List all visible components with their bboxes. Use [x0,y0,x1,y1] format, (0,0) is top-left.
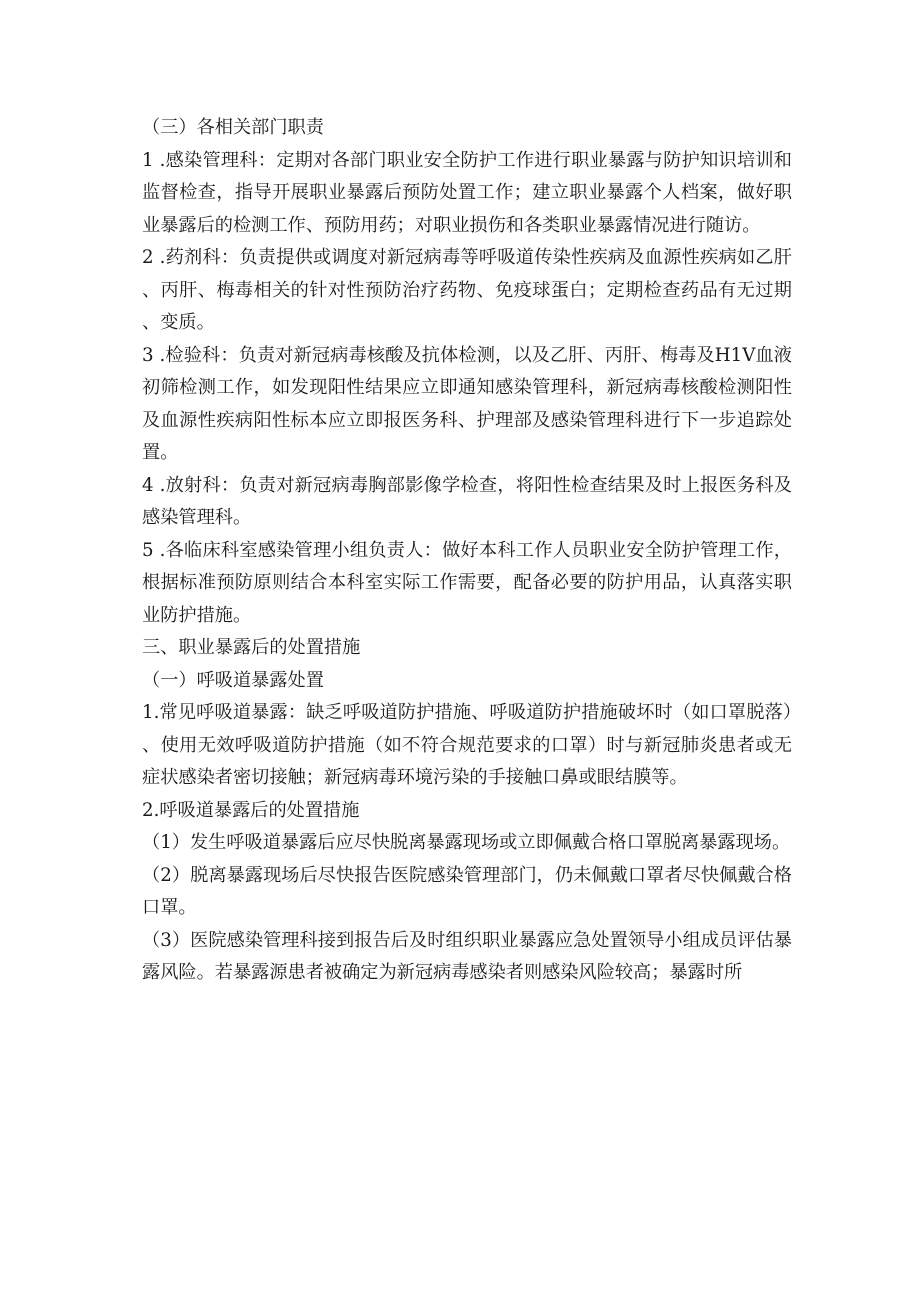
document-body [142,112,792,990]
paragraph-infection-management: 1 .感染管理科：定期对各部门职业安全防护工作进行职业暴露与防护知识培训和监督检查，指导开展职业暴露后预防处置工作；建立职业暴露个人档案，做好职业暴露后的检测工作、预防用药；对职业损伤和各类职业暴露情况进行随访。 [142,149,792,236]
paragraph-laboratory: 3 .检验科：负责对新冠病毒核酸及抗体检测，以及乙肝、丙肝、梅毒及H1V血液初筛检测工作，如发现阳性结果应立即通知感染管理科，新冠病毒核酸检测阳性及血源性疾病阳性标本应立即报医务科、护理部及感染管理科进行下一步追踪处置。 [142,344,792,463]
subsection-heading-respiratory-exposure: （一）呼吸道暴露处置 [142,669,324,691]
section-heading-department-duties: （三）各相关部门职责 [142,117,324,138]
paragraph-pharmacy: 2 .药剂科：负责提供或调度对新冠病毒等呼吸道传染性疾病及血源性疾病如乙肝、丙肝、梅毒相关的针对性预防治疗药物、免疫球蛋白；定期检查药品有无过期、变质。 [142,247,792,333]
paragraph-measure-2: （2）脱离暴露现场后尽快报告医院感染管理部门，仍未佩戴口罩者尽快佩戴合格口罩。 [142,864,792,918]
paragraph-respiratory-measures-heading: 2.呼吸道暴露后的处置措施 [142,799,360,821]
paragraph-clinical-departments: 5 .各临床科室感染管理小组负责人：做好本科工作人员职业安全防护管理工作，根据标准预防原则结合本科室实际工作需要，配备必要的防护用品，认真落实职业防护措施。 [142,539,792,626]
paragraph-measure-1: （1）发生呼吸道暴露后应尽快脱离暴露现场或立即佩戴合格口罩脱离暴露现场。 [142,832,791,853]
section-heading-post-exposure-measures: 三、职业暴露后的处置措施 [142,637,361,658]
paragraph-radiology: 4 .放射科：负责对新冠病毒胸部影像学检查，将阳性检查结果及时上报医务科及感染管理科。 [142,474,792,528]
paragraph-common-respiratory-exposure: 1.常见呼吸道暴露：缺乏呼吸道防护措施、呼吸道防护措施破坏时（如口罩脱落）、使用无效呼吸道防护措施（如不符合规范要求的口罩）时与新冠肺炎患者或无症状感染者密切接触；新冠病毒环境污染的手接触口鼻或眼结膜等。 [142,702,792,788]
paragraph-measure-3: （3）医院感染管理科接到报告后及时组织职业暴露应急处置领导小组成员评估暴露风险。若暴露源患者被确定为新冠病毒感染者则感染风险较高；暴露时所 [142,929,792,983]
